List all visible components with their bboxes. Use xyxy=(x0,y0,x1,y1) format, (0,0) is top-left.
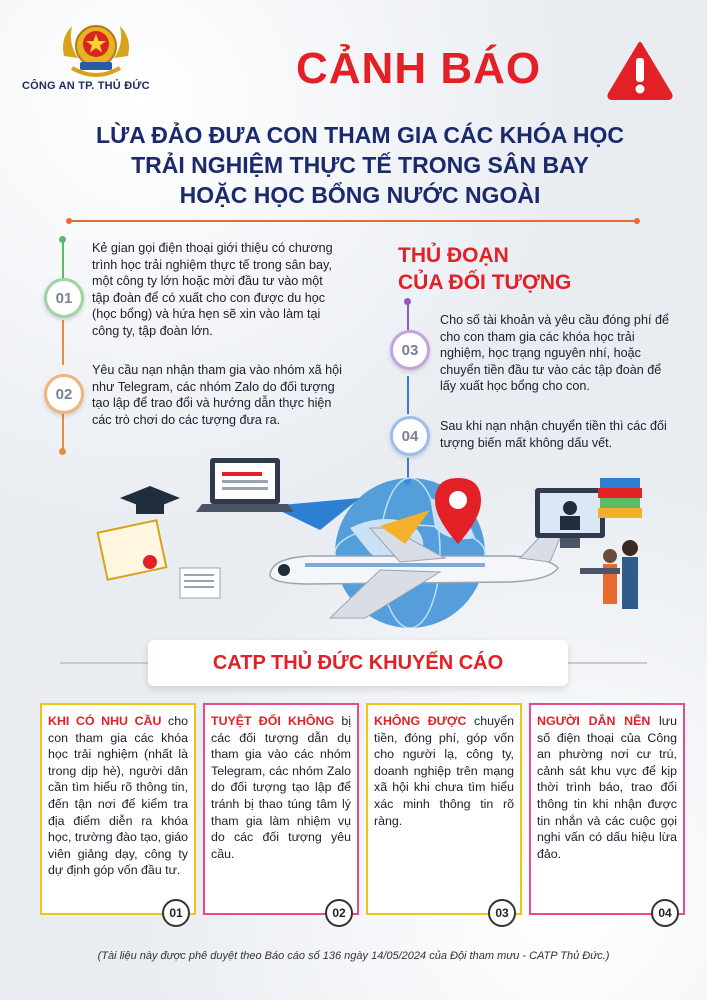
certificate-icon xyxy=(98,520,167,579)
graduation-cap-icon xyxy=(120,486,180,514)
advice-card-04 xyxy=(529,703,685,920)
card-number: 01 xyxy=(162,899,190,927)
divider-dot xyxy=(634,218,640,224)
card-number: 04 xyxy=(651,899,679,927)
card-lead: NGƯỜI DÂN NÊN xyxy=(537,714,651,728)
warning-title: CẢNH BÁO xyxy=(296,44,542,93)
card-text: lưu số điện thoại của Công an phường nơi cư trú, cảnh sát khu vực để kịp thời trình báo, trao đổi thông tin khi nhận được tin nhắn và các cuộc gọi nghi vấn có dấu hiệu lừa đảo. xyxy=(537,714,677,861)
step-text: Cho số tài khoản và yêu cầu đóng phí để cho con tham gia các khóa học trải nghiệm, học trạng nguyên nhí, hoặc chuyển tiền đầu tư vào các tập đoàn để lấy xuất học bổng cho con. xyxy=(440,313,669,393)
card-lead: TUYỆT ĐỐI KHÔNG xyxy=(211,714,335,728)
card-number: 02 xyxy=(325,899,353,927)
connector-dot xyxy=(59,448,66,455)
tactics-title-line-1: THỦ ĐOẠN xyxy=(398,244,509,267)
advice-card-02 xyxy=(203,703,359,920)
tactics-title xyxy=(398,242,571,296)
card-lead: KHI CÓ NHU CẦU xyxy=(48,714,162,728)
papers-icon xyxy=(180,568,220,598)
title-line-1: LỪA ĐẢO ĐƯA CON THAM GIA CÁC KHÓA HỌC xyxy=(96,122,624,148)
card-text: cho con tham gia các khóa học trải nghiệm (nhất là trong dịp hè), người dân cần tìm hiểu rõ thông tin, đến tận nơi để kiểm tra địa điểm diễn ra khóa học, trường đào tạo, giáo viên giảng dạy, công ty dự định góp vốn đầu tư. xyxy=(48,714,188,878)
step-badge: 04 xyxy=(390,416,430,456)
step-text: Sau khi nạn nhận chuyển tiền thì các đối tượng biến mất không dấu vết. xyxy=(440,419,667,450)
title-line-3: HOẶC HỌC BỔNG NƯỚC NGOÀI xyxy=(179,182,541,208)
airplane-scene-illustration xyxy=(80,458,660,628)
advice-card-03 xyxy=(366,703,522,920)
advice-card-01 xyxy=(40,703,196,920)
tactics-title-line-2: CỦA ĐỐI TƯỢNG xyxy=(398,271,572,294)
step-text: Kẻ gian gọi điện thoại giới thiệu có chương trình học trải nghiệm thực tế trong sân bay, một công ty lớn hoặc mời đầu tư vào một tập đoàn để có xuất cho con được du học (học bổng) và hứa hẹn sẽ xin vào làm tại công ty, tập đoàn lớn. xyxy=(92,241,333,338)
police-emblem-icon xyxy=(58,18,134,82)
title-divider xyxy=(70,220,637,222)
card-lead: KHÔNG ĐƯỢC xyxy=(374,714,467,728)
org-name: CÔNG AN TP. THỦ ĐỨC xyxy=(22,80,150,92)
warning-triangle-icon xyxy=(606,40,674,100)
step-badge: 01 xyxy=(44,278,84,318)
connector-dot xyxy=(59,236,66,243)
advice-banner: CATP THỦ ĐỨC KHUYẾN CÁO xyxy=(148,640,568,686)
connector-line xyxy=(407,376,409,414)
header xyxy=(0,0,707,208)
books-icon xyxy=(598,478,642,518)
connector-line xyxy=(62,412,64,452)
connector-line xyxy=(62,238,64,282)
family-people-icon xyxy=(580,540,638,609)
title-line-2: TRẢI NGHIỆM THỰC TẾ TRONG SÂN BAY xyxy=(131,152,589,178)
divider-dot xyxy=(66,218,72,224)
card-text: bị các đối tượng dẫn dụ tham gia vào các nhóm Telegram, các nhóm Zalo do đối tượng tạo lập để tránh bị thao túng tâm lý tham gia làm nhiệm vụ do các đối tượng yêu cầu. xyxy=(211,714,351,861)
card-number: 03 xyxy=(488,899,516,927)
card-text: chuyển tiền, đóng phí, góp vốn cho người lạ, công ty, doanh nghiệp trên mạng xã hội khi chưa tìm hiểu xác minh thông tin rõ ràng. xyxy=(374,714,514,828)
step-text: Yêu cầu nạn nhận tham gia vào nhóm xã hội như Telegram, các nhóm Zalo do đối tượng tạo lập để trao đổi và hướng dẫn thực hiện các trò chơi do các tượng đưa ra. xyxy=(92,363,342,427)
connector-dot xyxy=(404,298,411,305)
step-badge: 03 xyxy=(390,330,430,370)
main-title xyxy=(60,120,660,210)
step-badge: 02 xyxy=(44,374,84,414)
laptop-icon xyxy=(196,458,294,512)
connector-line xyxy=(62,320,64,365)
footnote: (Tài liệu này được phê duyệt theo Báo cáo số 136 ngày 14/05/2024 của Đội tham mưu - CATP Thủ Đức.) xyxy=(97,950,610,962)
